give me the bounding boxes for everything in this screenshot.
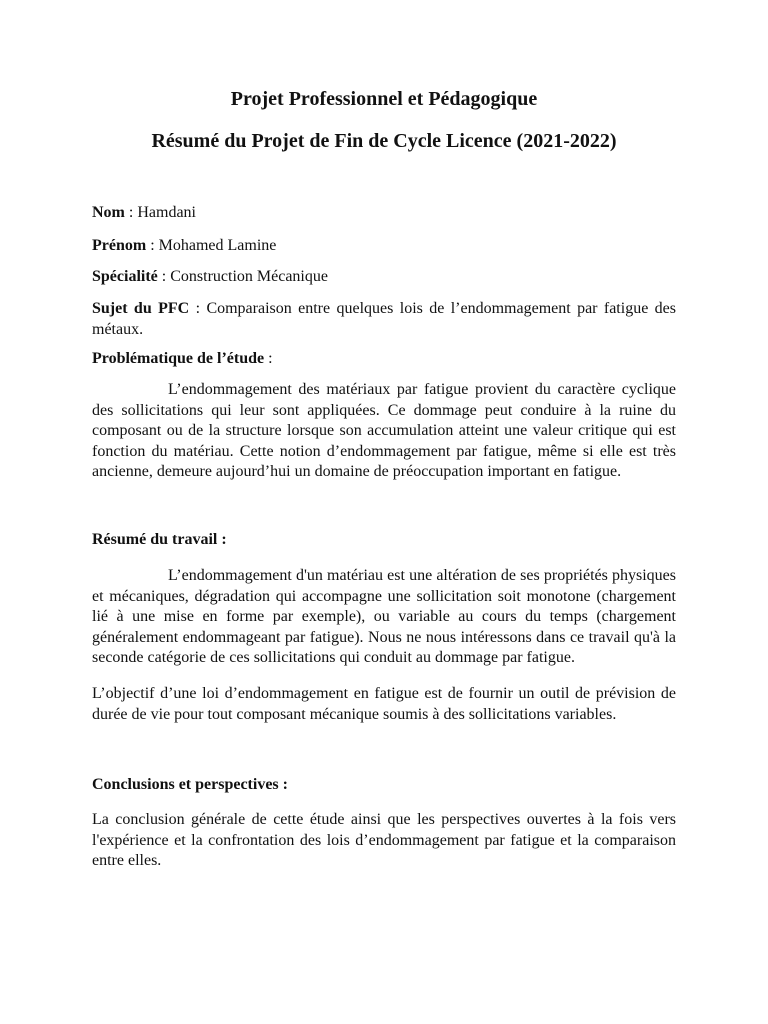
field-specialite-value: Construction Mécanique — [170, 268, 328, 285]
field-nom — [92, 203, 676, 224]
field-prenom-separator: : — [146, 237, 159, 254]
field-specialite — [92, 267, 676, 288]
field-prenom — [92, 236, 676, 257]
document-subtitle: Résumé du Projet de Fin de Cycle Licence (2021-2022) — [151, 130, 617, 152]
resume-heading: Résumé du travail : — [92, 531, 227, 548]
problematique-heading-colon: : — [264, 350, 273, 367]
field-sujet-separator: : — [189, 300, 207, 317]
resume-paragraph-1: L’endommagement d'un matériau est une altération de ses propriétés physiques et mécaniques, dégradation qui accompagne une sollicitation soit monotone (chargement lié à une mise en forme par exemple), ou variable au cours du temps (chargement généralement endommageant par fatigue). Nous ne nous intéressons dans ce travail qu'à la seconde catégorie de ces sollicitations qui conduit au dommage par fatigue. — [92, 567, 676, 666]
field-sujet-label: Sujet du PFC — [92, 300, 190, 317]
field-specialite-separator: : — [157, 268, 171, 285]
conclusions-paragraph: La conclusion générale de cette étude ainsi que les perspectives ouvertes à la fois vers l'expérience et la confrontation des lois d’endommagement par fatigue et la comparaison entre elles. — [92, 811, 676, 869]
field-sujet-value: Comparaison entre quelques lois de l’endommagement par fatigue des métaux. — [92, 300, 677, 338]
document-title: Projet Professionnel et Pédagogique — [230, 88, 538, 110]
problematique-heading — [92, 349, 676, 370]
field-prenom-label: Prénom — [92, 237, 147, 254]
field-nom-label: Nom — [92, 204, 125, 221]
field-specialite-label: Spécialité — [92, 268, 158, 285]
resume-paragraph-2: L’objectif d’une loi d’endommagement en fatigue est de fournir un outil de prévision de durée de vie pour tout composant mécanique soumis à des sollicitations variables. — [92, 685, 676, 723]
problematique-heading-label: Problématique de l’étude — [92, 350, 265, 367]
field-nom-value: Hamdani — [137, 204, 196, 221]
problematique-paragraph: L’endommagement des matériaux par fatigue provient du caractère cyclique des sollicitations qui leur sont appliquées. Ce dommage peut conduire à la ruine du composant ou de la structure lorsque son accumulation atteint une valeur critique qui est fonction du matériau. Cette notion d’endommagement par fatigue, même si elle est très ancienne, demeure aujourd’hui un domaine de préoccupation important en fatigue. — [92, 381, 676, 480]
field-prenom-value: Mohamed Lamine — [158, 237, 277, 254]
conclusions-heading: Conclusions et perspectives : — [92, 776, 288, 793]
field-nom-separator: : — [124, 204, 138, 221]
field-sujet — [92, 299, 676, 340]
